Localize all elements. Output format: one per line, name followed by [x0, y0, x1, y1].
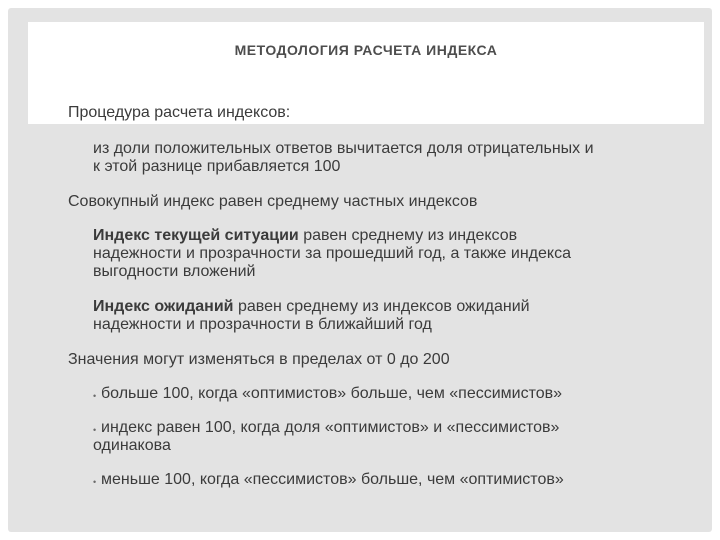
- slide-content: [8, 8, 712, 532]
- expectations-line1: [93, 298, 530, 316]
- procedure-heading: Процедура расчета индексов:: [68, 104, 291, 121]
- expectations-line2: надежности и прозрачности в ближайший год: [93, 316, 432, 333]
- bullet-item-1: больше 100, когда «оптимистов» больше, чем «пессимистов»: [101, 385, 563, 402]
- current-index-line2: надежности и прозрачности за прошедший год, а также индекса: [93, 245, 571, 262]
- range-heading: Значения могут изменяться в пределах от 0 до 200: [68, 351, 450, 368]
- bullet-item-2-line1: индекс равен 100, когда доля «оптимистов» и «пессимистов»: [101, 419, 560, 436]
- bullet-item-2-line2: одинакова: [93, 437, 171, 454]
- procedure-text-line1: из доли положительных ответов вычитается доля отрицательных и: [93, 140, 594, 157]
- composite-heading: Совокупный индекс равен среднему частных индексов: [68, 193, 478, 210]
- expectations-term: Индекс ожиданий: [93, 298, 234, 315]
- current-index-term: Индекс текущей ситуации: [93, 227, 299, 244]
- bullet-item-3: меньше 100, когда «пессимистов» больше, чем «оптимистов»: [101, 471, 564, 488]
- bullet-marker-2: •: [93, 425, 97, 435]
- expectations-text: равен среднему из индексов ожиданий: [233, 298, 530, 315]
- procedure-text-line2: к этой разнице прибавляется 100: [93, 158, 341, 175]
- slide-title: МЕТОДОЛОГИЯ РАСЧЕТА ИНДЕКСА: [234, 42, 498, 58]
- current-index-text: равен среднему из индексов: [298, 227, 518, 244]
- slide: [8, 8, 712, 532]
- current-index-line3: выгодности вложений: [93, 263, 256, 280]
- current-index-line1: [93, 227, 517, 245]
- bullet-marker-1: •: [93, 391, 97, 401]
- bullet-marker-3: •: [93, 477, 97, 487]
